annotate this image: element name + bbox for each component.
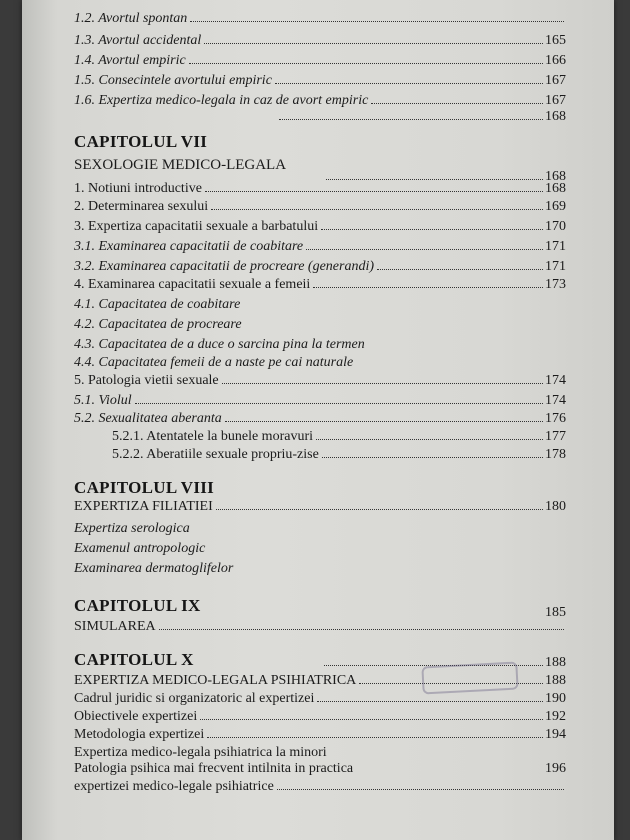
- toc-entry: 1.3. Avortul accidental 165: [74, 33, 566, 48]
- toc-entry: 2. Determinarea sexului 169: [74, 199, 566, 214]
- toc-entry: Cadrul juridic si organizatoric al expertizei 190: [74, 691, 566, 706]
- toc-entry: Expertiza serologica: [74, 521, 190, 536]
- toc-entry: 3.2. Examinarea capacitatii de procreare (generandi) 171: [74, 259, 566, 274]
- toc-entry: 3.1. Examinarea capacitatii de coabitare 171: [74, 239, 566, 254]
- toc-entry: 4.2. Capacitatea de procreare: [74, 317, 242, 332]
- toc-entry: Expertiza medico-legala psihiatrica la minori: [74, 745, 327, 760]
- toc-entry: expertizei medico-legale psihiatrice: [74, 778, 566, 796]
- toc-entry: 4. Examinarea capacitatii sexuale a femeii 173: [74, 277, 566, 292]
- toc-entry: 1.2. Avortul spontan: [74, 10, 566, 28]
- toc-entry: 1.4. Avortul empiric 166: [74, 53, 566, 68]
- toc-entry: 185: [545, 605, 566, 620]
- toc-entry: Patologia psihica mai frecvent intilnita in practica 196: [74, 761, 566, 776]
- toc-entry: 188: [322, 654, 566, 672]
- toc-entry: 1.5. Consecintele avortului empiric 167: [74, 73, 566, 88]
- chapter-heading: CAPITOLUL IX: [74, 596, 201, 615]
- toc-entry: SIMULAREA: [74, 618, 566, 636]
- toc-entry: 5. Patologia vietii sexuale 174: [74, 373, 566, 388]
- chapter-heading: CAPITOLUL X: [74, 650, 194, 669]
- toc-entry: EXPERTIZA FILIATIEI 180: [74, 499, 566, 514]
- toc-entry: Metodologia expertizei 194: [74, 727, 566, 742]
- chapter-heading: CAPITOLUL VII: [74, 132, 208, 151]
- toc-entry: Obiectivele expertizei 192: [74, 709, 566, 724]
- toc-entry: 3. Expertiza capacitatii sexuale a barbatului 170: [74, 219, 566, 234]
- toc-entry: Examenul antropologic: [74, 541, 206, 556]
- toc-entry: 168: [74, 108, 566, 126]
- library-stamp: [421, 662, 518, 695]
- toc-entry: 5.2.2. Aberatiile sexuale propriu-zise 178: [112, 447, 566, 462]
- toc-entry: 4.3. Capacitatea de a duce o sarcina pina la termen: [74, 337, 365, 352]
- toc-entry: 4.4. Capacitatea femeii de a naste pe cai naturale: [74, 355, 354, 370]
- toc-entry: EXPERTIZA MEDICO-LEGALA PSIHIATRICA 188: [74, 673, 566, 688]
- toc-entry: 4.1. Capacitatea de coabitare: [74, 297, 241, 312]
- chapter-title: SEXOLOGIE MEDICO-LEGALA: [74, 157, 287, 173]
- toc-entry: 5.2. Sexualitatea aberanta 176: [74, 411, 566, 426]
- chapter-heading: CAPITOLUL VIII: [74, 478, 215, 497]
- book-page: [22, 0, 614, 840]
- toc-entry: 1. Notiuni introductive 168: [74, 181, 566, 196]
- toc-entry: 1.6. Expertiza medico-legala in caz de avort empiric 167: [74, 93, 566, 108]
- toc-entry: 5.2.1. Atentatele la bunele moravuri 177: [112, 429, 566, 444]
- toc-entry: 5.1. Violul 174: [74, 393, 566, 408]
- toc-entry: Examinarea dermatoglifelor: [74, 561, 234, 576]
- toc-entry: 168: [324, 168, 566, 186]
